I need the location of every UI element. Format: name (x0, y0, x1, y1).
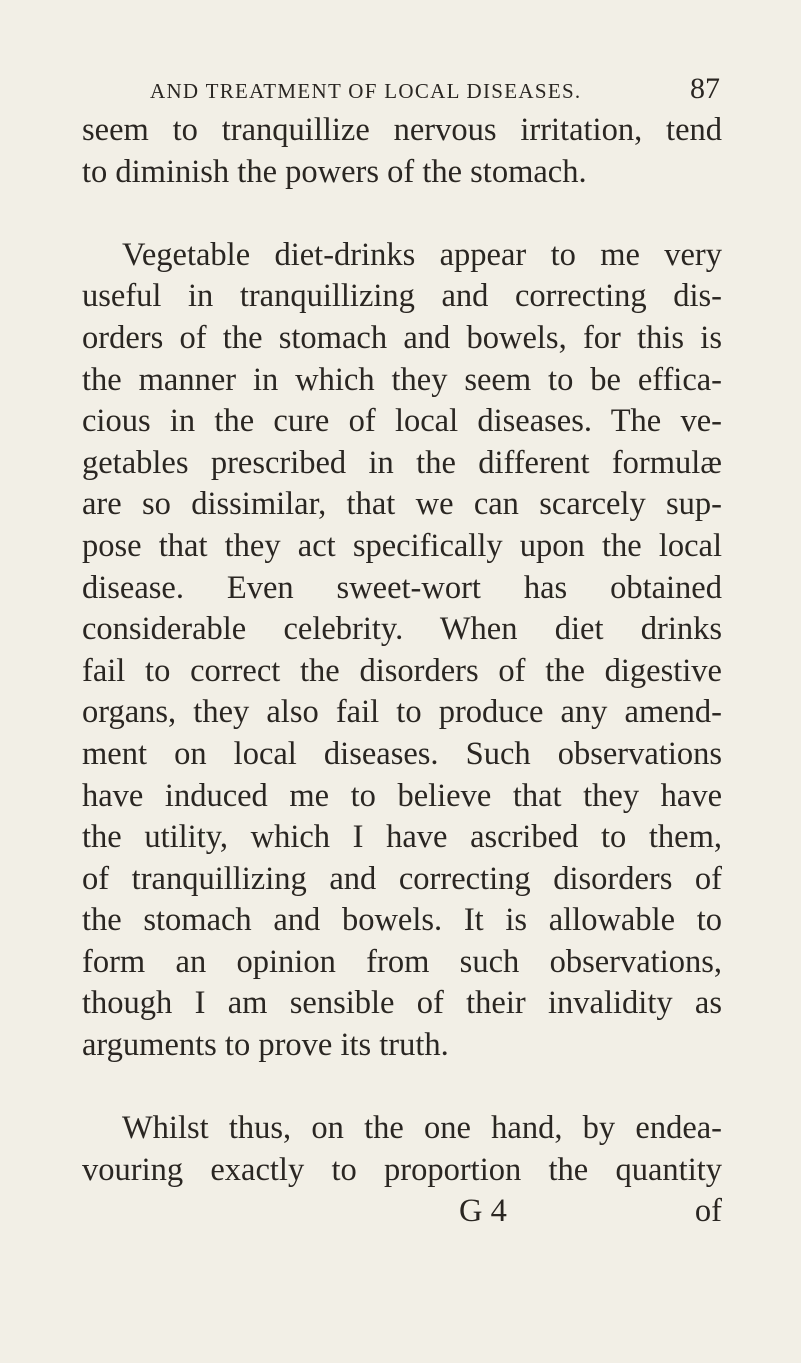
text-line: are so dissimilar, that we can scarcely sup- (82, 486, 722, 523)
body-text (82, 110, 722, 1233)
text-line: disease. Even sweet-wort has obtained (82, 569, 722, 606)
text-line: useful in tranquillizing and correcting dis- (82, 278, 722, 315)
text-line: the utility, which I have ascribed to them, (82, 819, 722, 856)
catchword: of (694, 1193, 722, 1230)
text-line: Vegetable diet-drinks appear to me very (122, 236, 722, 273)
text-line: fail to correct the disorders of the digestive (82, 652, 722, 689)
text-line: cious in the cure of local diseases. The ve- (82, 403, 722, 440)
text-line: the stomach and bowels. It is allowable to (82, 902, 722, 939)
text-line: Whilst thus, on the one hand, by endea- (122, 1110, 722, 1147)
text-line: though I am sensible of their invalidity as (82, 985, 722, 1022)
footer-line (82, 1191, 722, 1233)
text-line: vouring exactly to proportion the quantity (82, 1151, 722, 1188)
text-line: organs, they also fail to produce any amend- (82, 694, 722, 731)
text-line: the manner in which they seem to be effica- (82, 361, 722, 398)
text-line: considerable celebrity. When diet drinks (82, 611, 722, 648)
text-line: orders of the stomach and bowels, for this is (82, 319, 722, 356)
paragraph-gap (82, 193, 722, 235)
text-line: ment on local diseases. Such observations (82, 735, 722, 772)
text-line: seem to tranquillize nervous irritation, tend (82, 112, 722, 148)
running-title: AND TREATMENT OF LOCAL DISEASES. (150, 79, 582, 103)
text-line: arguments to prove its truth. (82, 1027, 449, 1064)
page-number: 87 (690, 72, 720, 105)
running-head (150, 74, 720, 104)
signature-mark: G 4 (459, 1193, 507, 1230)
text-line: of tranquillizing and correcting disorders of (82, 860, 722, 897)
text-line: getables prescribed in the different formulæ (82, 444, 722, 481)
text-line: to diminish the powers of the stomach. (82, 153, 587, 190)
text-line: pose that they act specifically upon the local (82, 527, 722, 564)
text-line: form an opinion from such observations, (82, 943, 722, 980)
text-line: have induced me to believe that they have (82, 777, 722, 814)
paragraph-gap (82, 1067, 722, 1109)
